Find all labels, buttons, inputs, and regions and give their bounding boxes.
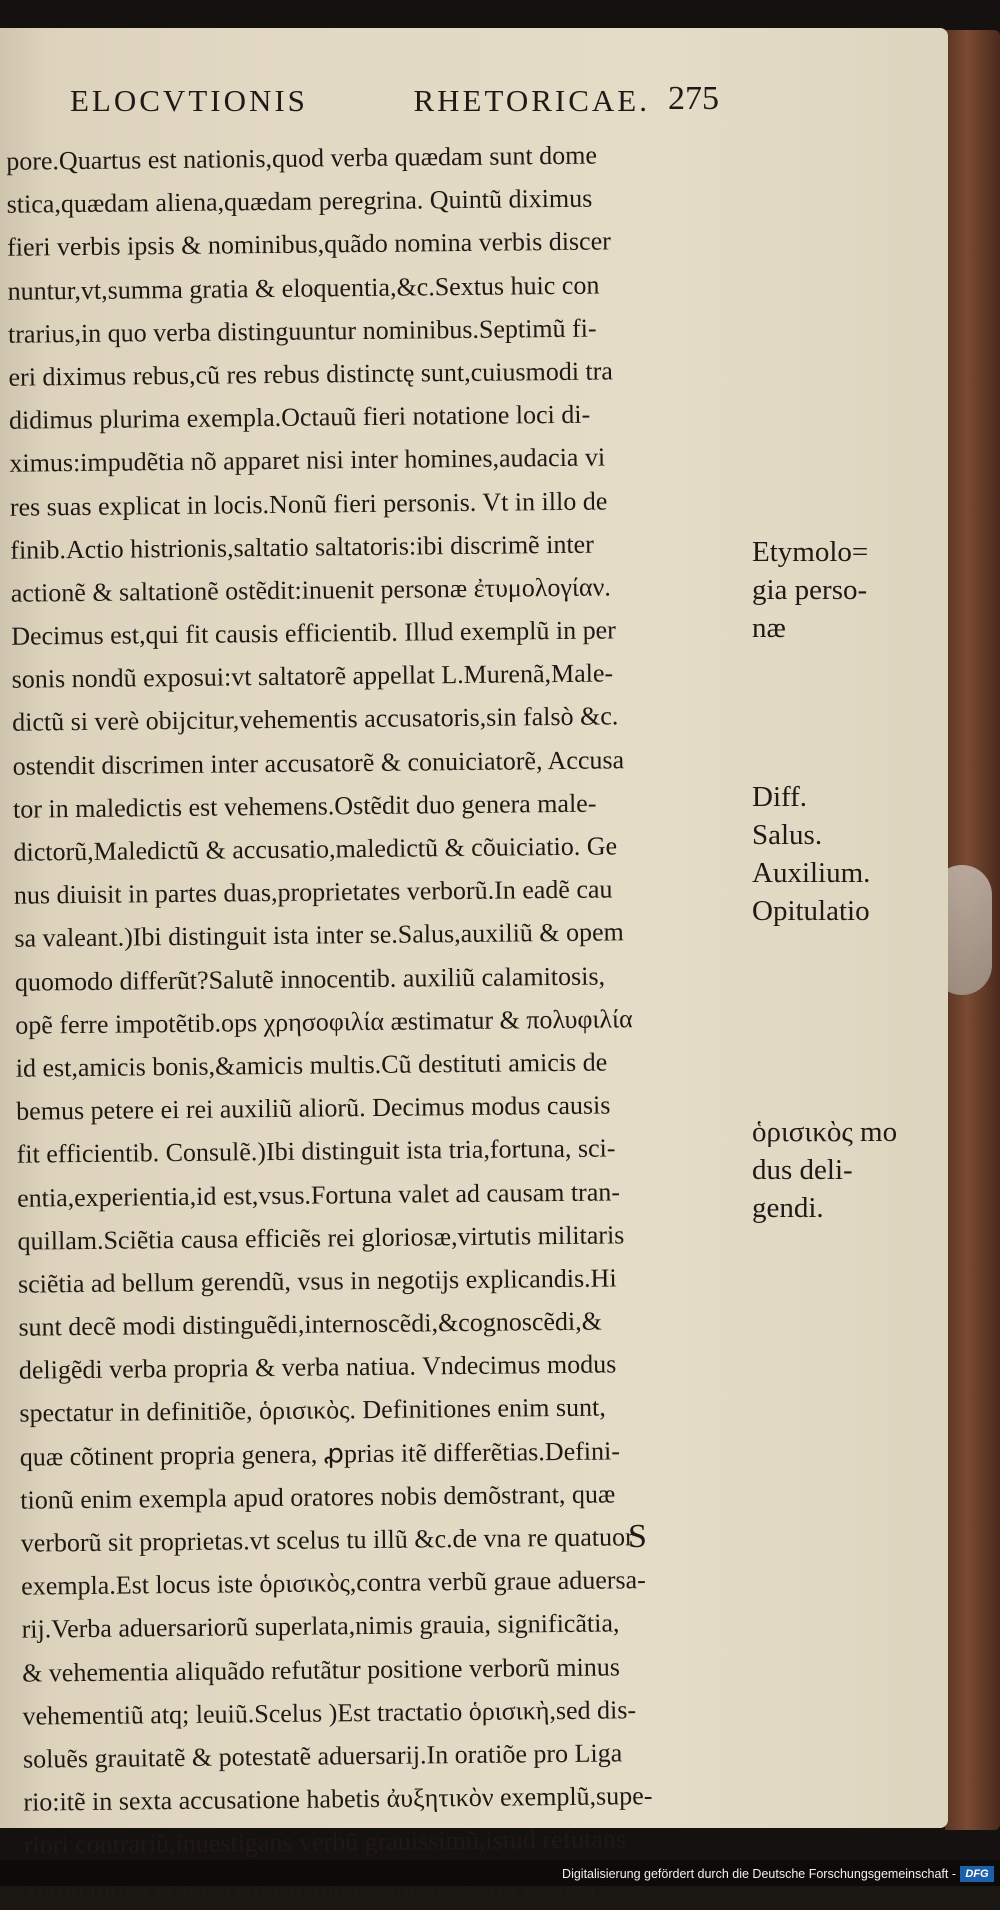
margin-note-etymologia <box>752 533 868 647</box>
text-line: riori contrariũ,inuestigans verbũ grauissimũ,istud refutans <box>23 1824 627 1860</box>
text-line: rij.Verba aduersariorũ superlata,nimis grauia, significãtia, <box>21 1608 620 1645</box>
margin-note-line: Diff. <box>752 781 808 813</box>
text-line: deligẽdi verba propria & verba natiua. Vndecimus modus <box>18 1349 617 1385</box>
text-line: quillam.Sciẽtia causa efficiẽs rei gloriosæ,virtutis militaris <box>17 1220 625 1256</box>
margin-note-line: ὁρισικὸς mo <box>752 1116 898 1148</box>
header-left: ELOCVTIONIS <box>70 83 308 118</box>
text-line: stica,quædam aliena,quædam peregrina. Quintũ diximus <box>6 183 593 219</box>
footer-credit: Digitalisierung gefördert durch die Deutsche Forschungsgemeinschaft - <box>562 1867 956 1881</box>
text-line: opẽ ferre impotẽtib.ops χρησοφιλία æstimatur & πολυφιλία <box>15 1003 633 1040</box>
text-line: sciẽtia ad bellum gerendũ, vsus in negotijs explicandis.Hi <box>17 1263 617 1299</box>
margin-note-line: Opitulatio <box>752 895 870 927</box>
text-line: didimus plurima exempla.Octauũ fieri notatione loci di- <box>8 399 591 435</box>
margin-note-line: Etymolo= <box>752 536 869 568</box>
text-line: quomodo differũt?Salutẽ innocentib. auxiliũ calamitosis, <box>14 961 606 997</box>
margin-note-line: Auxilium. <box>752 857 871 889</box>
text-line: & vehementia aliquãdo refutãtur positione verborũ minus <box>21 1651 621 1688</box>
text-line: rio:itẽ in sexta accusatione habetis ἀυξητικὸν exemplũ,supe- <box>23 1781 653 1817</box>
text-line: res suas explicat in locis.Nonũ fieri personis. Vt in illo de <box>9 485 608 522</box>
text-line: verborũ sit proprietas.vt scelus tu illũ &c.de vna re quatuor <box>20 1522 634 1558</box>
text-line: vehementiũ atq; leuiũ.Scelus )Est tractatio ὁρισικὴ,sed dis- <box>22 1694 637 1731</box>
text-line: fieri verbis ipsis & nominibus,quãdo nomina verbis discer <box>7 226 611 263</box>
text-line: pore.Quartus est nationis,quod verba quædam sunt dome <box>6 140 598 176</box>
text-line: nuntur,vt,summa gratia & eloquentia,&c.Sextus huic con <box>7 270 600 306</box>
text-line: id est,amicis bonis,&amicis multis.Cũ destituti amicis de <box>15 1047 608 1083</box>
text-line: trarius,in quo verba distinguuntur nominibus.Septimũ fi- <box>7 313 597 349</box>
text-line: ximus:impudẽtia nõ apparet nisi inter homines,audacia vi <box>9 442 606 479</box>
margin-note-definitio <box>752 1113 897 1227</box>
text-line: entia,experientia,id est,vsus.Fortuna valet ad causam tran- <box>16 1176 621 1213</box>
text-line: soluẽs grauitatẽ & potestatẽ aduersarij.In oratiõe pro Liga <box>22 1738 623 1774</box>
catchword: S <box>628 1518 647 1555</box>
text-line: tionũ enim exempla apud oratores nobis demõstrant, quæ <box>20 1479 616 1515</box>
text-line: quæ cõtinent propria genera, ꝓprias itẽ differẽtias.Defini- <box>19 1436 621 1472</box>
running-header <box>70 83 770 119</box>
text-line: tor in maledictis est vehemens.Ostẽdit duo genera male- <box>12 788 597 824</box>
margin-note-line: gendi. <box>752 1192 824 1224</box>
text-line: spectatur in definitiõe, ὁρισικὸς. Definitiones enim sunt, <box>19 1392 606 1429</box>
margin-note-line: dus deli- <box>752 1154 853 1186</box>
text-line: actionẽ & saltationẽ ostẽdit:inuenit personæ ἐτυμολογίαν. <box>10 572 611 608</box>
text-line: nus diuisit in partes duas,proprietates verborũ.In eadẽ cau <box>13 874 613 910</box>
margin-note-differentia <box>752 778 870 930</box>
page-number: 275 <box>668 80 719 117</box>
book-page <box>0 28 948 1860</box>
dfg-logo-icon: DFG <box>960 1866 994 1882</box>
text-line: Decimus est,qui fit causis efficientib. Illud exemplũ in per <box>11 615 616 651</box>
text-line: fit efficientib. Consulẽ.)Ibi distinguit ista tria,fortuna, sci- <box>16 1133 616 1170</box>
text-line: dictorũ,Maledictũ & accusatio,maledictũ & cõuiciatio. Ge <box>13 831 618 867</box>
text-line: finib.Actio histrionis,saltatio saltatoris:ibi discrimẽ inter <box>10 529 594 565</box>
text-line: dictũ si verè obijcitur,vehementis accusatoris,sin falsò &c. <box>11 701 619 738</box>
text-line: sunt decẽ modi distinguẽdi,internoscẽdi,&cognoscẽdi,& <box>18 1306 603 1342</box>
margin-note-line: næ <box>752 612 786 644</box>
margin-note-line: gia perso- <box>752 574 868 606</box>
text-line: sa valeant.)Ibi distinguit ista inter se.Salus,auxiliũ & opem <box>14 917 624 954</box>
text-line: eri diximus rebus,cũ res rebus distinctę sunt,cuiusmodi tra <box>8 356 614 392</box>
margin-note-line: Salus. <box>752 819 823 851</box>
footer-bar <box>0 1860 1000 1886</box>
text-line: sonis nondũ exposui:vt saltatorẽ appellat L.Murenã,Male- <box>11 658 614 694</box>
body-text <box>6 132 765 1910</box>
text-line: bemus petere ei rei auxiliũ aliorũ. Decimus modus causis <box>16 1090 611 1126</box>
header-right: RHETORICAE. <box>413 83 650 118</box>
text-line: ostendit discrimen inter accusatorẽ & conuiciatorẽ, Accusa <box>12 744 625 781</box>
text-line: exempla.Est locus iste ὁρισικὸς,contra verbũ graue aduersa- <box>21 1565 646 1601</box>
